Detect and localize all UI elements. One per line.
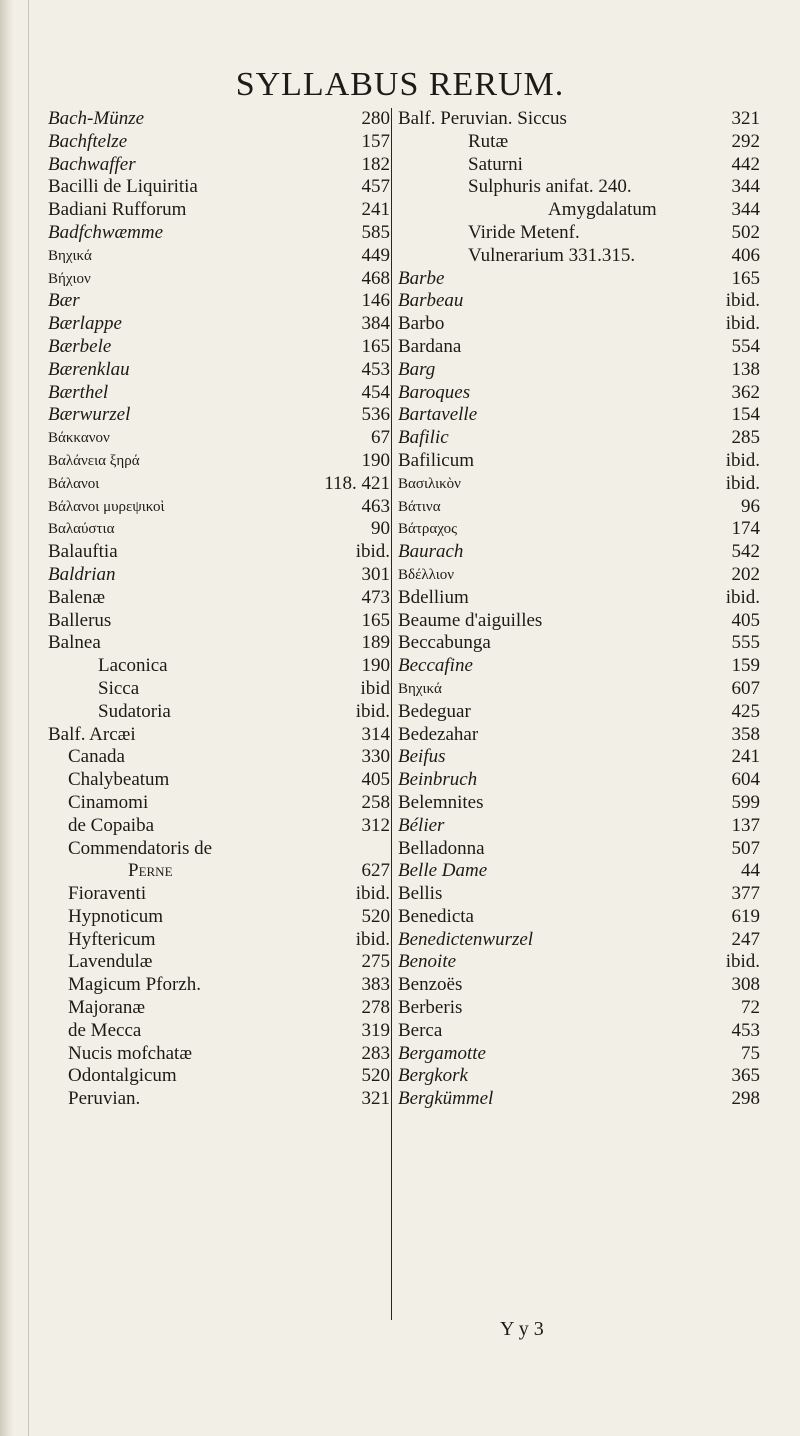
entry-page: 96	[741, 495, 760, 517]
entry-term: Βάλανοι μυρεψικοὶ	[48, 498, 165, 515]
index-entry	[398, 838, 760, 861]
index-entry	[48, 951, 390, 974]
entry-term: Hyftericum	[68, 928, 156, 950]
index-entry	[398, 313, 760, 336]
entry-page: 146	[361, 290, 390, 312]
index-entry	[48, 268, 390, 291]
entry-page: 90	[371, 518, 390, 540]
index-entry	[48, 382, 390, 405]
entry-page: 383	[361, 974, 390, 996]
entry-term: Barbeau	[398, 290, 464, 312]
entry-page: 457	[361, 176, 390, 198]
index-entry	[398, 587, 760, 610]
index-entry	[48, 997, 390, 1020]
index-entry	[398, 1043, 760, 1066]
entry-term: Bær	[48, 290, 80, 312]
index-entry	[398, 769, 760, 792]
index-entry	[48, 336, 390, 359]
index-entry	[398, 678, 760, 701]
entry-term: Badfchwæmme	[48, 221, 164, 243]
entry-page: 280	[361, 108, 390, 129]
entry-page: 154	[731, 404, 760, 426]
entry-page: 384	[361, 313, 390, 335]
entry-term: Perne	[128, 860, 173, 882]
entry-term: Βασιλικὸν	[398, 475, 461, 492]
entry-page: 137	[731, 814, 760, 836]
entry-term: Balnea	[48, 632, 101, 654]
entry-page: 72	[741, 997, 760, 1019]
entry-page: 585	[361, 221, 390, 243]
entry-term: Balenæ	[48, 586, 105, 608]
index-column-left	[48, 108, 390, 1111]
entry-page: ibid	[360, 677, 390, 699]
entry-term: Βηχικά	[398, 680, 442, 697]
index-entry	[398, 792, 760, 815]
index-entry	[398, 951, 760, 974]
index-entry	[398, 268, 760, 291]
entry-page: 502	[731, 221, 760, 243]
entry-term: Sicca	[98, 677, 140, 699]
entry-page: 247	[731, 928, 760, 950]
entry-page: 468	[361, 267, 390, 289]
entry-term: Baurach	[398, 541, 464, 563]
entry-page: 555	[731, 632, 760, 654]
index-entry	[48, 1065, 390, 1088]
entry-term: Bergamotte	[398, 1042, 486, 1064]
index-entry	[398, 199, 760, 222]
index-entry	[398, 222, 760, 245]
index-entry	[48, 974, 390, 997]
entry-term: Barbe	[398, 267, 445, 289]
index-entry	[398, 815, 760, 838]
entry-page: 292	[731, 130, 760, 152]
margin-rule	[28, 0, 29, 1436]
index-entry	[48, 815, 390, 838]
index-entry	[398, 701, 760, 724]
entry-term: Bdellium	[398, 586, 469, 608]
entry-term: de Copaiba	[68, 814, 155, 836]
entry-term: Bafilic	[398, 427, 449, 449]
entry-term: Benoite	[398, 951, 457, 973]
index-entry	[48, 176, 390, 199]
entry-term: Barg	[398, 358, 436, 380]
index-entry	[48, 1043, 390, 1066]
entry-term: Βαλαύστια	[48, 521, 115, 538]
entry-page: 174	[731, 518, 760, 540]
entry-term: Bærlappe	[48, 313, 122, 335]
entry-page: 463	[361, 495, 390, 517]
entry-term: Bedeguar	[398, 700, 471, 722]
entry-page: 330	[361, 746, 390, 768]
entry-term: Commendatoris de	[68, 837, 213, 859]
entry-term: Βάτραχος	[398, 521, 458, 538]
index-entry	[398, 906, 760, 929]
index-entry	[398, 1088, 760, 1111]
entry-term: Bélier	[398, 814, 445, 836]
entry-term: Amygdalatum	[548, 199, 657, 221]
entry-page: ibid.	[725, 290, 760, 312]
entry-page: 275	[361, 951, 390, 973]
entry-page: 520	[361, 1065, 390, 1087]
index-entry	[398, 450, 760, 473]
entry-term: Bærwurzel	[48, 404, 131, 426]
entry-page: 285	[731, 427, 760, 449]
entry-page: 377	[731, 883, 760, 905]
entry-term: Hypnoticum	[68, 905, 163, 927]
entry-page: 607	[731, 677, 760, 699]
entry-page: 165	[361, 609, 390, 631]
entry-page: 190	[361, 449, 390, 471]
index-entry	[48, 222, 390, 245]
entry-page: 358	[731, 723, 760, 745]
index-entry	[48, 1020, 390, 1043]
entry-page: 454	[361, 381, 390, 403]
entry-page: 308	[731, 974, 760, 996]
entry-page: 165	[731, 267, 760, 289]
index-entry	[398, 404, 760, 427]
entry-term: Bergkork	[398, 1065, 468, 1087]
entry-page: ibid.	[355, 883, 390, 905]
entry-page: 453	[361, 358, 390, 380]
entry-term: Belladonna	[398, 837, 485, 859]
index-entry	[48, 290, 390, 313]
entry-term: Bach-Münze	[48, 108, 145, 129]
index-entry	[398, 860, 760, 883]
entry-term: Bærenklau	[48, 358, 130, 380]
index-entry	[48, 564, 390, 587]
index-entry	[398, 610, 760, 633]
entry-term: Bafilicum	[398, 449, 474, 471]
entry-term: Ballerus	[48, 609, 112, 631]
index-entry	[48, 746, 390, 769]
entry-term: Chalybeatum	[68, 769, 170, 791]
entry-page: 301	[361, 563, 390, 585]
entry-term: Beaume d'aiguilles	[398, 609, 543, 631]
entry-page: 554	[731, 335, 760, 357]
entry-term: Baldrian	[48, 563, 116, 585]
index-entry	[398, 290, 760, 313]
index-entry	[48, 131, 390, 154]
entry-term: Beccabunga	[398, 632, 491, 654]
entry-page: 536	[361, 404, 390, 426]
entry-term: Baroques	[398, 381, 471, 403]
index-entry	[48, 632, 390, 655]
entry-page: 202	[731, 563, 760, 585]
entry-term: Saturni	[468, 153, 523, 175]
entry-term: Βήχιον	[48, 270, 91, 287]
index-entry	[398, 359, 760, 382]
entry-term: Fioraventi	[68, 883, 147, 905]
entry-term: Laconica	[98, 655, 168, 677]
index-entry	[48, 496, 390, 519]
index-entry	[48, 610, 390, 633]
index-entry	[398, 746, 760, 769]
entry-term: Berca	[398, 1019, 443, 1041]
index-entry	[398, 176, 760, 199]
entry-page: 165	[361, 335, 390, 357]
entry-term: Bellis	[398, 883, 443, 905]
index-entry	[48, 929, 390, 952]
entry-page: 182	[361, 153, 390, 175]
entry-term: Belle Dame	[398, 860, 488, 882]
entry-term: Βδέλλιον	[398, 566, 455, 583]
entry-page: 344	[731, 199, 760, 221]
entry-page: 118. 421	[324, 472, 390, 494]
entry-page: 283	[361, 1042, 390, 1064]
entry-page: 190	[361, 655, 390, 677]
index-entry	[48, 769, 390, 792]
entry-term: Magicum Pforzh.	[68, 974, 201, 996]
index-entry	[48, 108, 390, 131]
entry-term: Vulnerarium 331.315.	[468, 244, 636, 266]
entry-term: Benedicta	[398, 905, 474, 927]
index-entry	[398, 632, 760, 655]
entry-term: Bedezahar	[398, 723, 479, 745]
entry-term: Balf. Peruvian. Siccus	[398, 108, 567, 129]
entry-page: 405	[731, 609, 760, 631]
page-title: SYLLABUS RERUM.	[235, 66, 565, 103]
entry-term: Nucis mofchatæ	[68, 1042, 193, 1064]
entry-page: 321	[731, 108, 760, 129]
entry-page: 312	[361, 814, 390, 836]
entry-term: Benzoës	[398, 974, 463, 996]
index-entry	[48, 838, 390, 861]
entry-term: Odontalgicum	[68, 1065, 177, 1087]
entry-term: Bærbele	[48, 335, 112, 357]
index-entry	[48, 245, 390, 268]
entry-term: Beccafine	[398, 655, 473, 677]
entry-page: 619	[731, 905, 760, 927]
entry-page: 258	[361, 791, 390, 813]
entry-term: Bardana	[398, 335, 462, 357]
entry-page: ibid.	[725, 951, 760, 973]
index-entry	[398, 724, 760, 747]
index-entry	[398, 1020, 760, 1043]
entry-term: de Mecca	[68, 1019, 142, 1041]
entry-term: Bergkümmel	[398, 1088, 494, 1110]
index-entry	[398, 496, 760, 519]
entry-term: Bachftelze	[48, 130, 128, 152]
entry-term: Barbo	[398, 313, 445, 335]
entry-page: 449	[361, 244, 390, 266]
entry-term: Beinbruch	[398, 769, 478, 791]
index-entry	[398, 655, 760, 678]
index-entry	[398, 518, 760, 541]
entry-page: 406	[731, 244, 760, 266]
column-divider	[391, 108, 392, 1320]
entry-term: Cinamomi	[68, 791, 149, 813]
entry-term: Bachwaffer	[48, 153, 136, 175]
index-entry	[48, 541, 390, 564]
entry-page: 298	[731, 1088, 760, 1110]
entry-term: Βάτινα	[398, 498, 441, 515]
index-entry	[48, 678, 390, 701]
entry-term: Majoranæ	[68, 997, 146, 1019]
entry-term: Benedictenwurzel	[398, 928, 534, 950]
entry-term: Balauftia	[48, 541, 118, 563]
entry-term: Bacilli de Liquiritia	[48, 176, 198, 198]
index-entry	[398, 974, 760, 997]
index-entry	[398, 245, 760, 268]
entry-page: 241	[731, 746, 760, 768]
entry-term: Belemnites	[398, 791, 484, 813]
index-entry	[48, 473, 390, 496]
entry-term: Rutæ	[468, 130, 509, 152]
index-entry	[48, 906, 390, 929]
index-entry	[48, 450, 390, 473]
index-entry	[48, 792, 390, 815]
entry-term: Lavendulæ	[68, 951, 153, 973]
entry-term: Sulphuris anifat. 240.	[468, 176, 632, 198]
entry-term: Badiani Rufforum	[48, 199, 187, 221]
index-entry	[398, 929, 760, 952]
entry-page: 138	[731, 358, 760, 380]
entry-page: 425	[731, 700, 760, 722]
entry-page: 67	[371, 427, 390, 449]
entry-page: ibid.	[725, 586, 760, 608]
index-entry	[48, 154, 390, 177]
entry-term: Bartavelle	[398, 404, 478, 426]
entry-term: Berberis	[398, 997, 463, 1019]
index-entry	[398, 154, 760, 177]
entry-page: 321	[361, 1088, 390, 1110]
entry-page: 319	[361, 1019, 390, 1041]
entry-page: ibid.	[355, 541, 390, 563]
entry-term: Βάκκανον	[48, 430, 110, 447]
entry-page: 604	[731, 769, 760, 791]
index-entry	[48, 404, 390, 427]
index-entry	[48, 655, 390, 678]
index-entry	[398, 997, 760, 1020]
index-entry	[48, 359, 390, 382]
index-entry	[48, 724, 390, 747]
entry-page: ibid.	[725, 313, 760, 335]
index-entry	[398, 1065, 760, 1088]
entry-term: Canada	[68, 746, 125, 768]
entry-term: Βηχικά	[48, 247, 92, 264]
entry-page: 365	[731, 1065, 760, 1087]
index-entry	[48, 883, 390, 906]
entry-page: 157	[361, 130, 390, 152]
entry-page: 542	[731, 541, 760, 563]
entry-term: Beifus	[398, 746, 446, 768]
index-entry	[398, 336, 760, 359]
entry-term: Βάλανοι	[48, 475, 100, 492]
index-entry	[48, 1088, 390, 1111]
entry-page: 241	[361, 199, 390, 221]
entry-page: 442	[731, 153, 760, 175]
entry-page: ibid.	[725, 449, 760, 471]
entry-page: 159	[731, 655, 760, 677]
index-entry	[48, 518, 390, 541]
index-entry	[398, 541, 760, 564]
entry-page: 75	[741, 1042, 760, 1064]
index-entry	[398, 473, 760, 496]
entry-page: 507	[731, 837, 760, 859]
entry-term: Βαλάνεια ξηρά	[48, 452, 140, 469]
entry-term: Bærthel	[48, 381, 109, 403]
entry-page: 189	[361, 632, 390, 654]
index-entry	[48, 427, 390, 450]
entry-page: ibid.	[355, 700, 390, 722]
entry-page: 627	[361, 860, 390, 882]
entry-page: 405	[361, 769, 390, 791]
signature-mark: Y y 3	[500, 1318, 544, 1340]
entry-page: 453	[731, 1019, 760, 1041]
entry-page: ibid.	[355, 928, 390, 950]
index-entry	[398, 427, 760, 450]
entry-page: 520	[361, 905, 390, 927]
index-entry	[48, 587, 390, 610]
entry-term: Peruvian.	[68, 1088, 141, 1110]
index-entry	[398, 131, 760, 154]
entry-page: 599	[731, 791, 760, 813]
index-entry	[48, 313, 390, 336]
index-entry	[48, 701, 390, 724]
entry-page: 44	[741, 860, 760, 882]
entry-page: 278	[361, 997, 390, 1019]
entry-page: 362	[731, 381, 760, 403]
entry-page: 344	[731, 176, 760, 198]
page-binding-edge	[0, 0, 14, 1436]
entry-page: 314	[361, 723, 390, 745]
entry-term: Balf. Arcæi	[48, 723, 136, 745]
index-entry	[48, 199, 390, 222]
index-entry	[398, 564, 760, 587]
index-entry	[398, 382, 760, 405]
index-entry	[398, 883, 760, 906]
entry-page: ibid.	[725, 472, 760, 494]
entry-page: 473	[361, 586, 390, 608]
index-entry	[398, 108, 760, 131]
entry-term: Sudatoria	[98, 700, 171, 722]
index-column-right	[398, 108, 760, 1111]
entry-term: Viride Metenf.	[468, 221, 580, 243]
index-entry	[48, 860, 390, 883]
